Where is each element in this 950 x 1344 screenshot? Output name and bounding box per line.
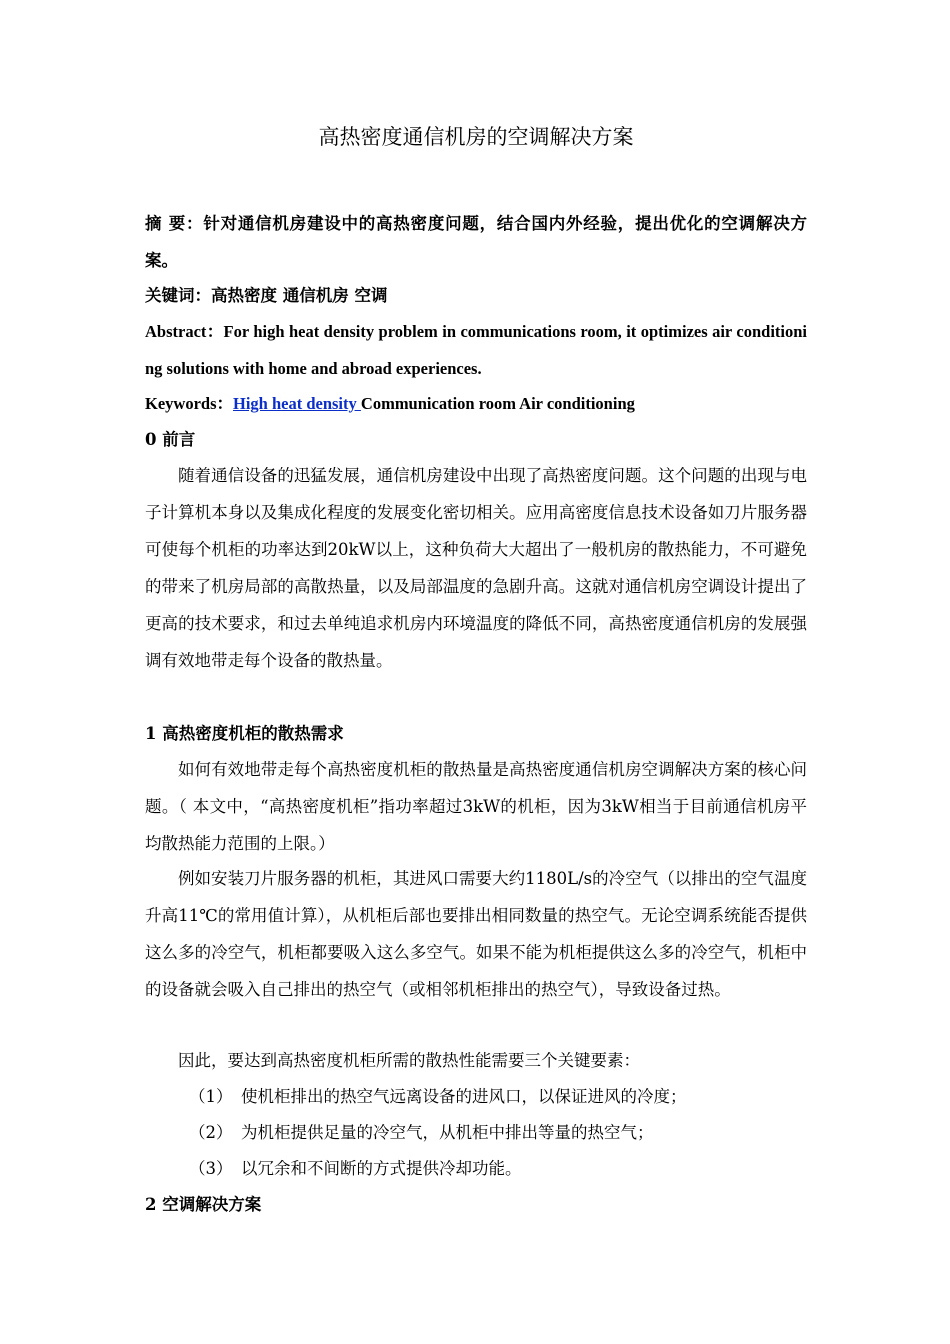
section-0-heading: 0 前言 [145, 430, 196, 449]
list-item-number: （1） [189, 1087, 233, 1106]
keywords-cn: 关键词：高热密度 通信机房 空调 [145, 286, 388, 305]
keywords-en-link[interactable]: High heat density [233, 394, 361, 413]
section-1-paragraph-3: 因此，要达到高热密度机柜所需的散热性能需要三个关键要素： [178, 1051, 640, 1070]
section-1-heading: 1 高热密度机柜的散热需求 [145, 724, 344, 743]
section-2-heading: 2 空调解决方案 [145, 1195, 262, 1214]
abstract-en: Abstract：For high heat density problem in communications room, it optimizes air conditioning solutions with home and abroad experiences. [145, 322, 807, 378]
section-0-paragraph: 随着通信设备的迅猛发展，通信机房建设中出现了高热密度问题。这个问题的出现与电子计算机本身以及集成化程度的发展变化密切相关。应用高密度信息技术设备如刀片服务器可使每个机柜的功率达到20kW以上，这种负荷大大超出了一般机房的散热能力，不可避免的带来了机房局部的高散热量，以及局部温度的急剧升高。这就对通信机房空调设计提出了更高的技术要求，和过去单纯追求机房内环境温度的降低不同，高热密度通信机房的发展强调有效地带走每个设备的散热量。 [145, 466, 807, 670]
list-item [189, 1078, 687, 1115]
list-item-text: 以冗余和不间断的方式提供冷却功能。 [241, 1159, 522, 1178]
keywords-en-rest: Communication room Air conditioning [360, 394, 635, 413]
section-1-paragraph-2: 例如安装刀片服务器的机柜，其进风口需要大约1180L/s的冷空气（以排出的空气温度升高11℃的常用值计算），从机柜后部也要排出相同数量的热空气。无论空调系统能否提供这么多的冷空气，机柜都要吸入这么多空气。如果不能为机柜提供这么多的冷空气，机柜中的设备就会吸入自己排出的热空气（或相邻机柜排出的热空气），导致设备过热。 [145, 869, 807, 999]
document-title: 高热密度通信机房的空调解决方案 [318, 125, 634, 149]
list-item-number: （2） [189, 1123, 233, 1142]
list-item-number: （3） [189, 1159, 233, 1178]
keywords-en-label: Keywords： [145, 394, 233, 413]
list-item [189, 1114, 654, 1151]
abstract-cn: 摘 要：针对通信机房建设中的高热密度问题，结合国内外经验，提出优化的空调解决方案。 [145, 214, 807, 270]
list-item-text: 为机柜提供足量的冷空气，从机柜中排出等量的热空气； [241, 1123, 654, 1142]
keywords-en [145, 385, 807, 422]
section-1-paragraph-1: 如何有效地带走每个高热密度机柜的散热量是高热密度通信机房空调解决方案的核心问题。（ 本文中，“高热密度机柜”指功率超过3kW的机柜，因为3kW相当于目前通信机房平均散热能力范围的上限。） [145, 760, 807, 853]
list-item-text: 使机柜排出的热空气远离设备的进风口，以保证进风的冷度； [241, 1087, 687, 1106]
list-item [189, 1150, 522, 1187]
